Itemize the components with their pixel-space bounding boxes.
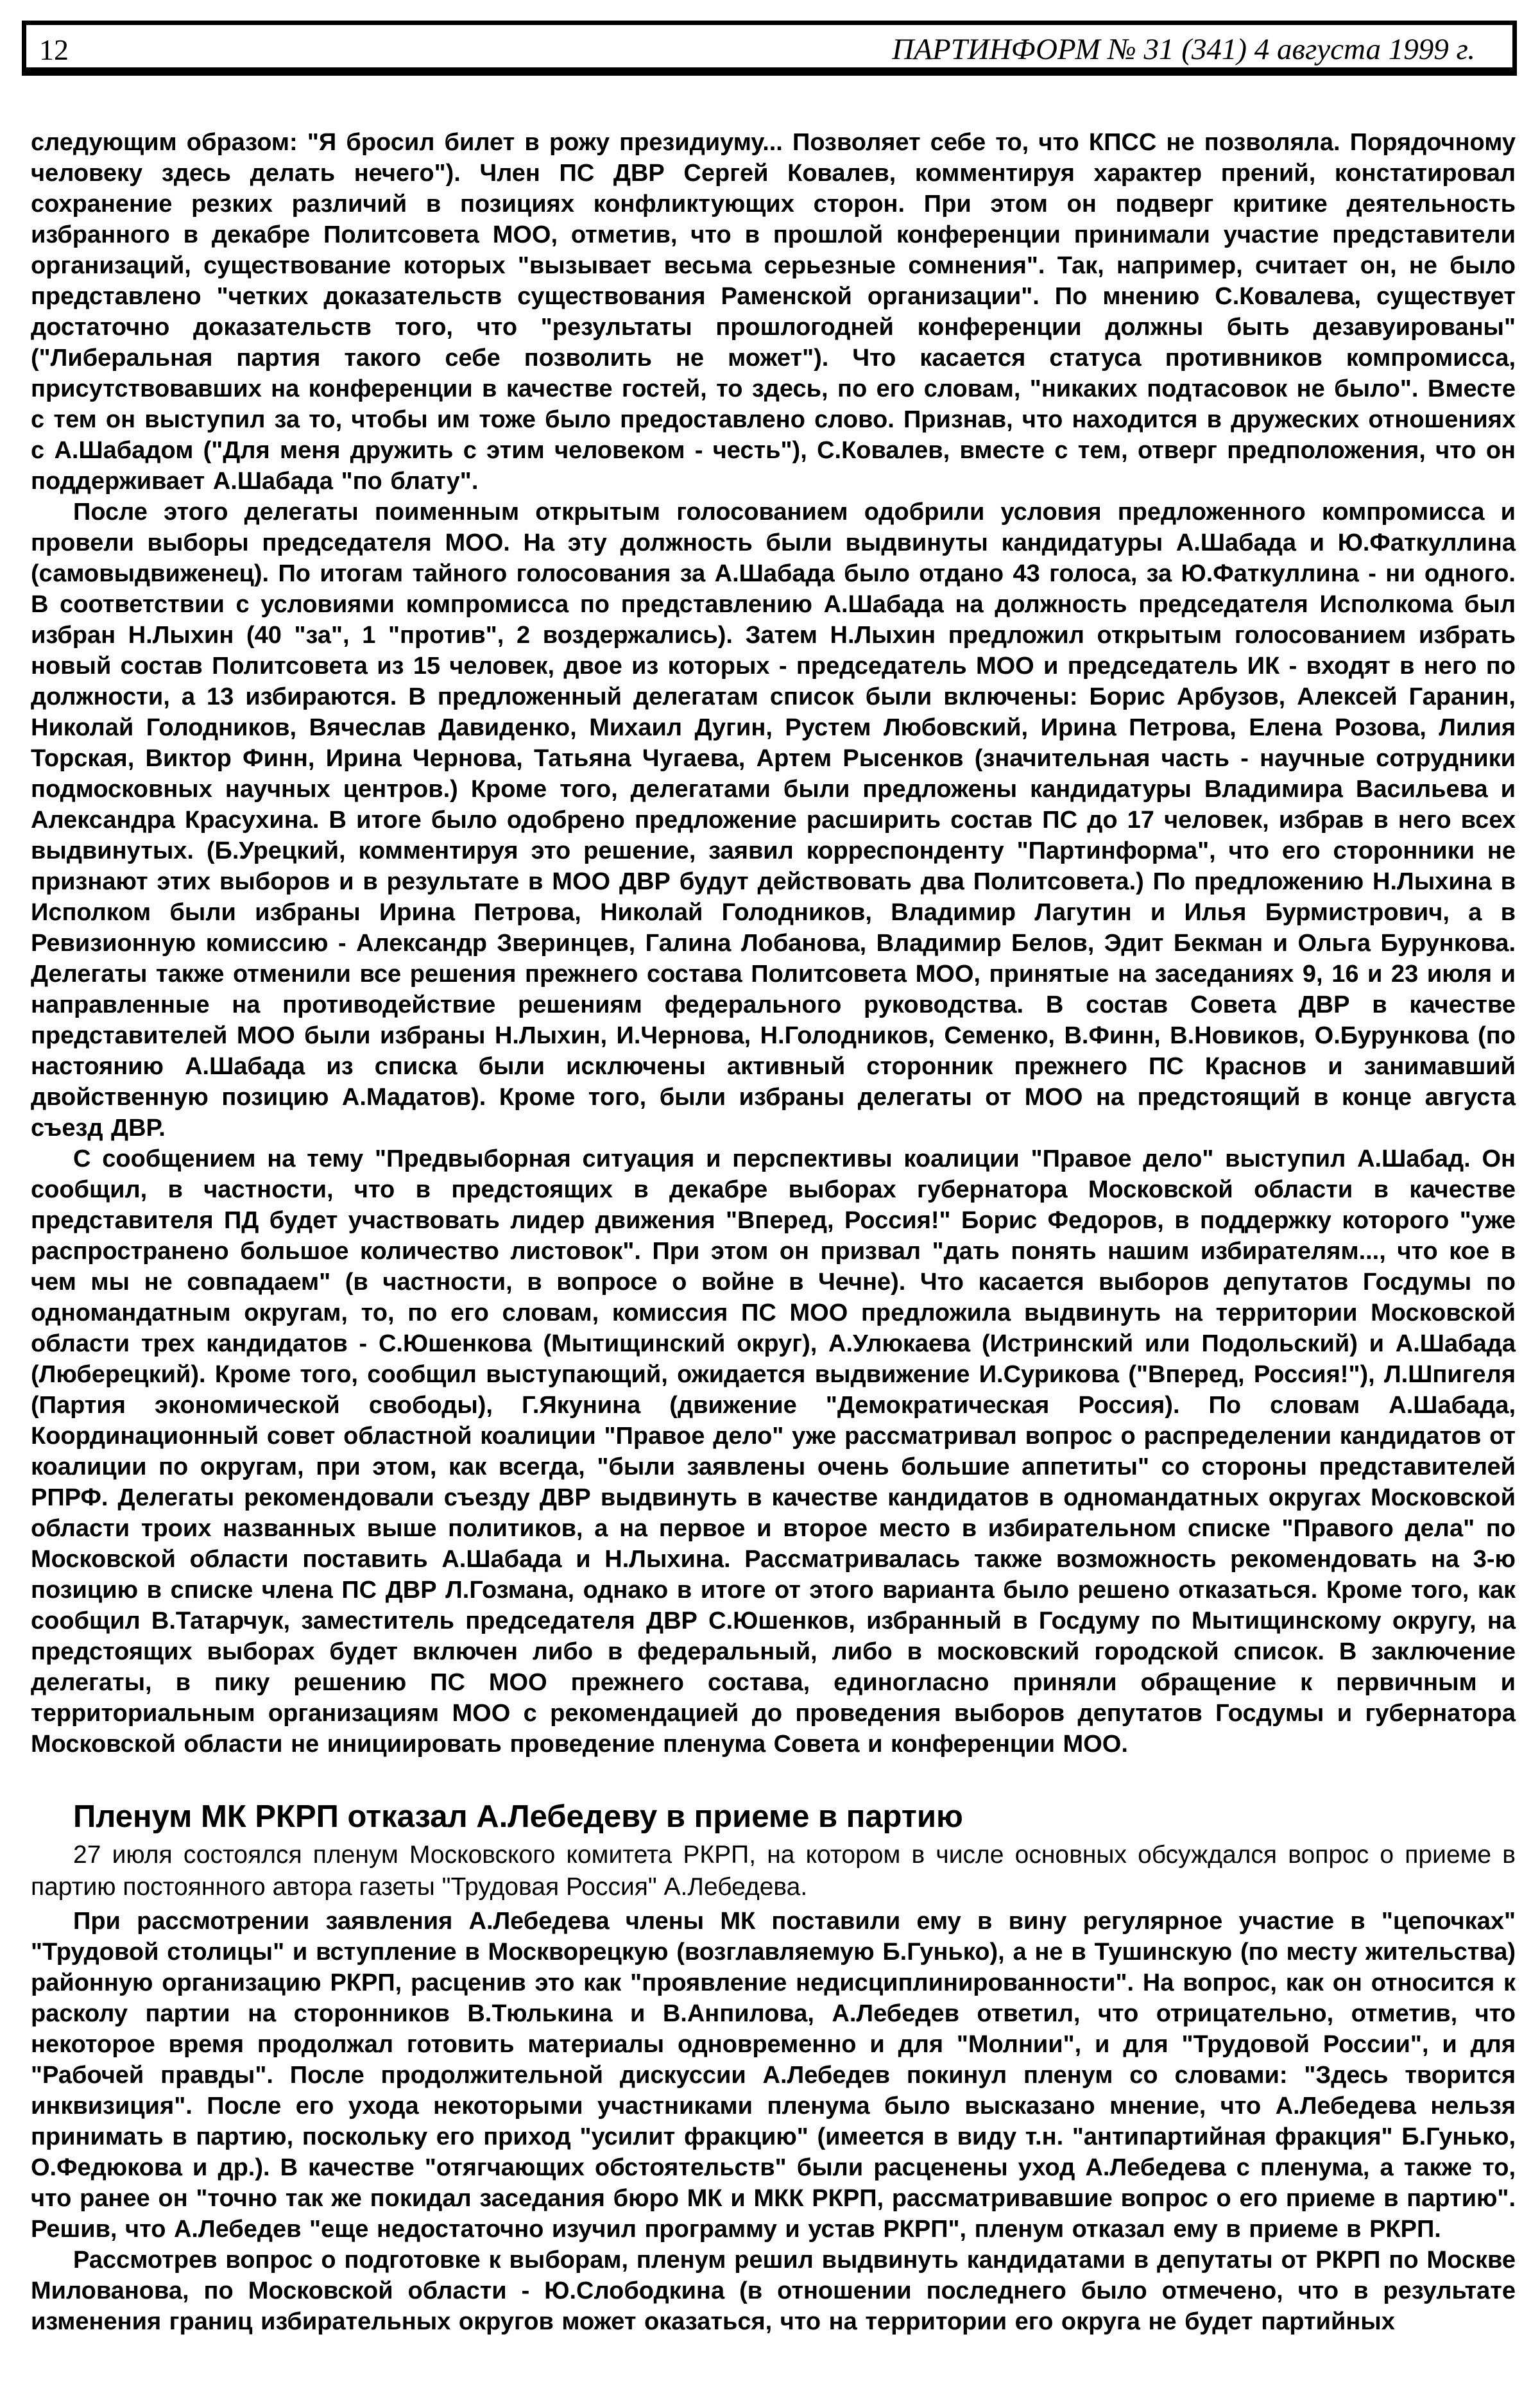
body-paragraph: С сообщением на тему "Предвыборная ситуация и перспективы коалиции "Правое дело" выступил А.Шабад. Он сообщил, в частности, что в предстоящих в декабре выборах губернатора Московской области в качестве представителя ПД будет участвовать лидер движения "Вперед, Россия!" Борис Федоров, в поддержку которого "уже распространено большое количество листовок". При этом он призвал "дать понять нашим избирателям..., что кое в чем мы не совпадаем" (в частности, в вопросе о войне в Чечне). Что касается выборов депутатов Госдумы по одномандатным округам, то, по его словам, комиссия ПС МОО предложила выдвинуть на территории Московской области трех кандидатов - С.Юшенкова (Мытищинский округ), А.Улюкаева (Истринский или Подольский) и А.Шабада (Люберецкий). Кроме того, сообщил выступающий, ожидается выдвижение И.Сурикова ("Вперед, Россия!"), Л.Шпигеля (Партия экономической свободы), Г.Якунина (движение "Демократическая Россия). По словам А.Шабада, Координационный совет областной коалиции "Правое дело" уже рассматривал вопрос о распределении кандидатов от коалиции по округам, при этом, как всегда, "были заявлены очень большие аппетиты" со стороны представителей РПРФ. Делегаты рекомендовали съезду ДВР выдвинуть в качестве кандидатов в одномандатных округах Московской области троих названных выше политиков, а на первое и второе место в избирательном списке "Правого дела" по Московской области поставить А.Шабада и Н.Лыхина. Рассматривалась также возможность рекомендовать на 3-ю позицию в списке члена ПС ДВР Л.Гозмана, однако в итоге от этого варианта было решено отказаться. Кроме того, как сообщил В.Татарчук, заместитель председателя ДВР С.Юшенков, избранный в Госдуму по Мытищинскому округу, на предстоящих выборах будет включен либо в федеральный, либо в московский городской список. В заключение делегаты, в пику решению ПС МОО прежнего состава, единогласно приняли обращение к первичным и территориальным организациям МОО с рекомендацией до проведения выборов депутатов Госдумы и губернатора Московской области не инициировать проведение пленума Совета и конференции МОО. — [31, 1145, 1516, 1758]
header-title: ПАРТИНФОРМ № 31 (341) 4 августа 1999 г. — [892, 33, 1475, 66]
page-content — [31, 127, 1516, 2337]
body-paragraph: Рассмотрев вопрос о подготовке к выборам, пленум решил выдвинуть кандидатами в депутаты от РКРП по Москве Милованова, по Московской области - Ю.Слободкина (в отношении последнего было отмечено, что в результате изменения границ избирательных округов может оказаться, что на территории его округа не будет партийных — [31, 2247, 1516, 2335]
body-paragraph: следующим образом: "Я бросил билет в рожу президиуму... Позволяет себе то, что КПСС не позволяла. Порядочному человеку здесь делать нечего"). Член ПС ДВР Сергей Ковалев, комментируя характер прений, констатировал сохранение резких различий в позициях конфликтующих сторон. При этом он подверг критике деятельность избранного в декабре Политсовета МОО, отметив, что в прошлой конференции принимали участие представители организаций, существование которых "вызывает весьма серьезные сомнения". Так, например, считает он, не было представлено "четких доказательств существования Раменской организации". По мнению С.Ковалева, существует достаточно доказательств того, что "результаты прошлогодней конференции должны быть дезавуированы" ("Либеральная партия такого себе позволить не может"). Что касается статуса противников компромисса, присутствовавших на конференции в качестве гостей, то здесь, по его словам, "никаких подтасовок не было". Вместе с тем он выступил за то, чтобы им тоже было предоставлено слово. Признав, что находится в дружеских отношениях с А.Шабадом ("Для меня дружить с этим человеком - честь"), С.Ковалев, вместе с тем, отверг предположения, что он поддерживает А.Шабада "по блату". — [31, 129, 1516, 495]
body-paragraph: После этого делегаты поименным открытым голосованием одобрили условия предложенного компромисса и провели выборы председателя МОО. На эту должность были выдвинуты кандидатуры А.Шабада и Ю.Фаткуллина (самовыдвиженец). По итогам тайного голосования за А.Шабада было отдано 43 голоса, за Ю.Фаткуллина - ни одного. В соответствии с условиями компромисса по представлению А.Шабада на должность председателя Исполкома был избран Н.Лыхин (40 "за", 1 "против", 2 воздержались). Затем Н.Лыхин предложил открытым голосованием избрать новый состав Политсовета из 15 человек, двое из которых - председатель МОО и председатель ИК - входят в него по должности, а 13 избираются. В предложенный делегатам список были включены: Борис Арбузов, Алексей Гаранин, Николай Голодников, Вячеслав Давиденко, Михаил Дугин, Рустем Любовский, Ирина Петрова, Елена Розова, Лилия Торская, Виктор Финн, Ирина Чернова, Татьяна Чугаева, Артем Рысенков (значительная часть - научные сотрудники подмосковных научных центров.) Кроме того, делегатами были предложены кандидатуры Владимира Васильева и Александра Красухина. В итоге было одобрено предложение расширить состав ПС до 17 человек, избрав в него всех выдвинутых. (Б.Урецкий, комментируя это решение, заявил корреспонденту "Партинформа", что его сторонники не признают этих выборов и в результате в МОО ДВР будут действовать два Политсовета.) По предложению Н.Лыхина в Исполком были избраны Ирина Петрова, Николай Голодников, Владимир Лагутин и Илья Бурмистрович, а в Ревизионную комиссию - Александр Зверинцев, Галина Лобанова, Владимир Белов, Эдит Бекман и Ольга Бурункова. Делегаты также отменили все решения прежнего состава Политсовета МОО, принятые на заседаниях 9, 16 и 23 июля и направленные на противодействие решениям федерального руководства. В состав Совета ДВР в качестве представителей МОО были избраны Н.Лыхин, И.Чернова, Н.Голодников, Семенко, В.Финн, В.Новиков, О.Бурункова (по настоянию А.Шабада из списка были исключены активный сторонник прежнего ПС Краснов и занимавший двойственную позицию А.Мадатов). Кроме того, были избраны делегаты от МОО на предстоящий в конце августа съезд ДВР. — [31, 499, 1516, 1142]
page-number: 12 — [39, 33, 69, 66]
page-header — [22, 21, 1517, 76]
article-heading: Пленум МК РКРП отказал А.Лебедеву в приеме в партию — [73, 1799, 963, 1834]
article-lead-paragraph: 27 июля состоялся пленум Московского комитета РКРП, на котором в числе основных обсуждался вопрос о приеме в партию постоянного автора газеты "Трудовая Россия" А.Лебедева. — [31, 1841, 1516, 1901]
body-paragraph: При рассмотрении заявления А.Лебедева члены МК поставили ему в вину регулярное участие в "цепочках" "Трудовой столицы" и вступление в Москворецкую (возглавляемую Б.Гунько), а не в Тушинскую (по месту жительства) районную организацию РКРП, расценив это как "проявление недисциплинированности". На вопрос, как он относится к расколу партии на сторонников В.Тюлькина и В.Анпилова, А.Лебедев ответил, что отрицательно, отметив, что некоторое время продолжал готовить материалы одновременно и для "Молнии", и для "Трудовой России", и для "Рабочей правды". После продолжительной дискуссии А.Лебедев покинул пленум со словами: "Здесь творится инквизиция". После его ухода некоторыми участниками пленума было высказано мнение, что А.Лебедева нельзя принимать в партию, поскольку его приход "усилит фракцию" (имеется в виду т.н. "антипартийная фракция" Б.Гунько, О.Федюкова и др.). В качестве "отягчающих обстоятельств" были расценены уход А.Лебедева с пленума, а также то, что ранее он "точно так же покидал заседания бюро МК и МКК РКРП, рассматривавшие вопрос о его приеме в партию". Решив, что А.Лебедев "еще недостаточно изучил программу и устав РКРП", пленум отказал ему в приеме в РКРП. — [31, 1908, 1516, 2243]
